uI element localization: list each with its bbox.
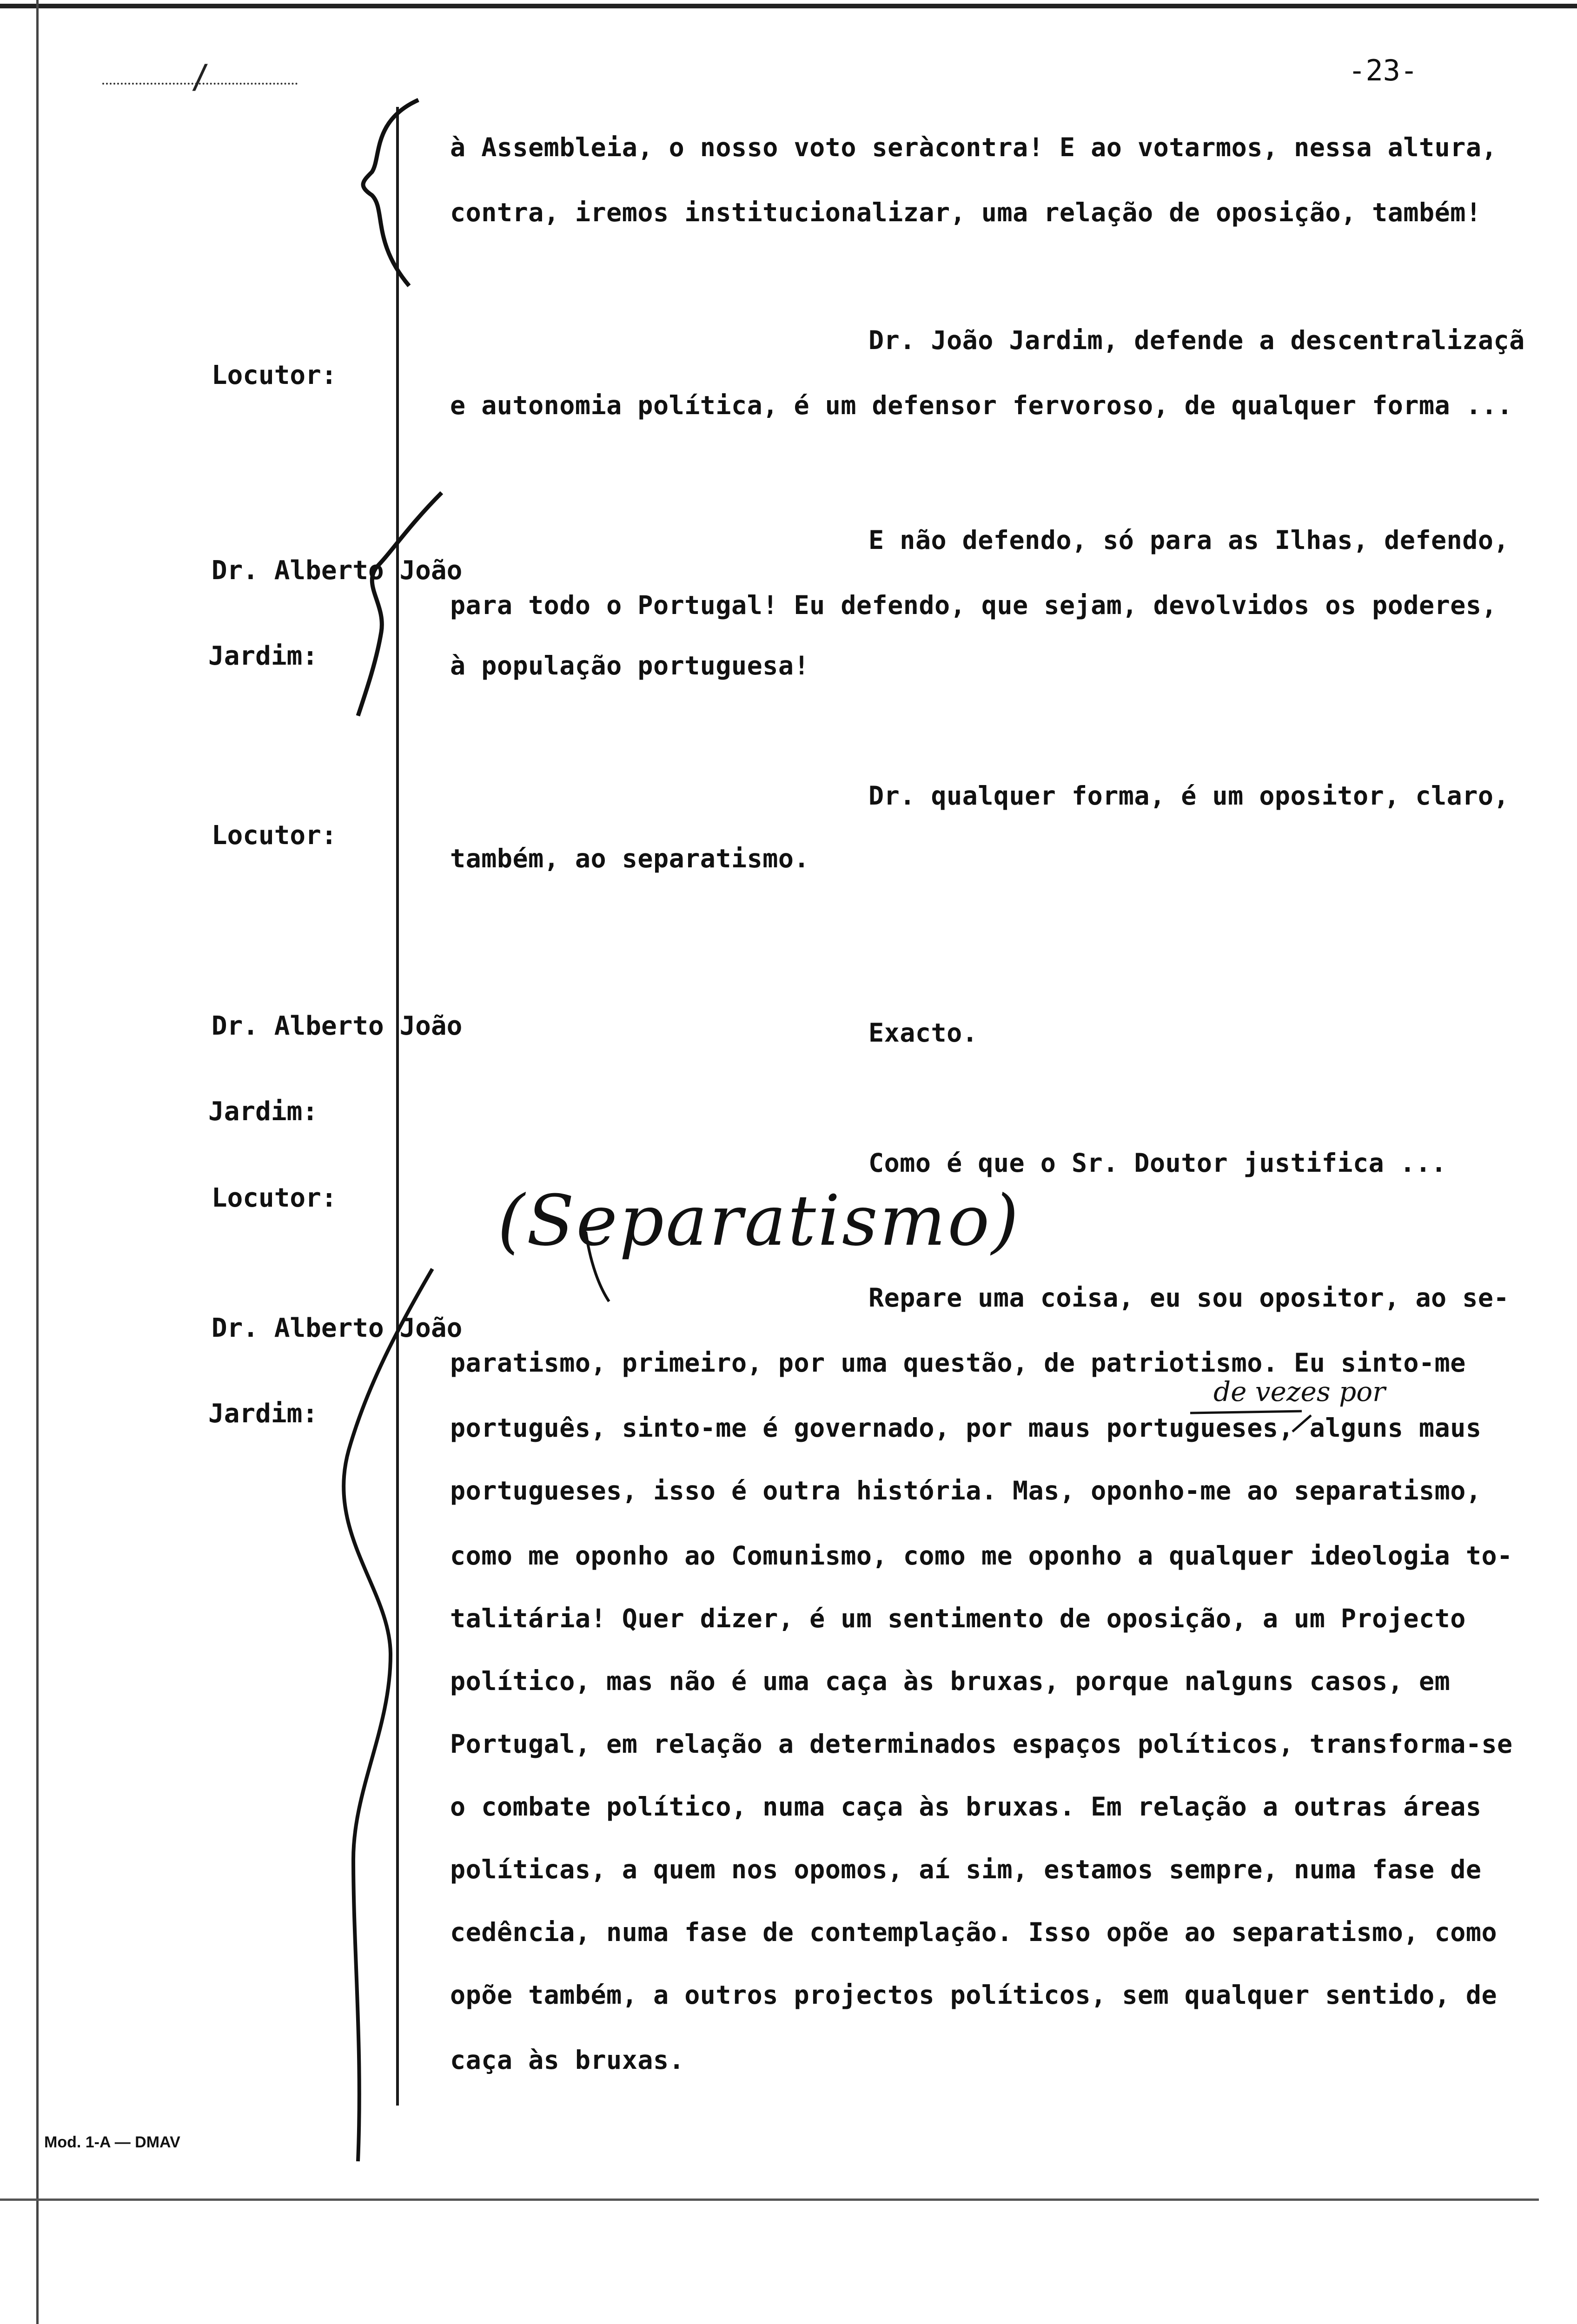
text-line: e autonomia política, é um defensor fervoroso, de qualquer forma ...	[450, 390, 1513, 420]
text-line: o combate político, numa caça às bruxas. Em relação a outras áreas	[450, 1792, 1482, 1822]
speaker-label: Locutor:	[211, 360, 337, 390]
speaker-label: Locutor:	[211, 820, 337, 851]
text-line: para todo o Portugal! Eu defendo, que sejam, devolvidos os poderes,	[450, 590, 1497, 620]
handwritten-insertion: de vezes por	[1213, 1376, 1385, 1407]
text-line: Repare uma coisa, eu sou opositor, ao se-	[868, 1283, 1510, 1313]
text-line: à população portuguesa!	[450, 651, 810, 680]
page-number: -23-	[1348, 53, 1418, 87]
text-line: portugueses, isso é outra história. Mas, oponho-me ao separatismo,	[450, 1476, 1482, 1505]
handwritten-annotation: (Separatismo)	[497, 1181, 1020, 1261]
text-line: político, mas não é uma caça às bruxas, porque nalguns casos, em	[450, 1666, 1451, 1696]
text-line: paratismo, primeiro, por uma questão, de patriotismo. Eu sinto-me	[450, 1348, 1466, 1378]
speaker-name-line1: Dr. Alberto João	[211, 555, 463, 586]
speaker-jardim	[149, 507, 462, 763]
speaker-name-line2: Jardim:	[208, 641, 318, 671]
speaker-jardim	[149, 1264, 462, 1521]
text-line: caça às bruxas.	[450, 2045, 685, 2075]
text-line: Exacto.	[868, 1018, 978, 1048]
speaker-name-line2: Jardim:	[208, 1399, 318, 1429]
text-line: Como é que o Sr. Doutor justifica ...	[868, 1148, 1447, 1178]
text-line: Dr. qualquer forma, é um opositor, claro,	[868, 781, 1510, 811]
speaker-name-line1: Dr. Alberto João	[211, 1313, 463, 1343]
speaker-locutor	[149, 772, 337, 900]
text-line: português, sinto-me é governado, por maus portugueses, alguns maus	[450, 1413, 1482, 1443]
text-line: Portugal, em relação a determinados espaços políticos, transforma-se	[450, 1729, 1513, 1759]
text-line: E não defendo, só para as Ilhas, defendo,	[868, 525, 1510, 555]
text-line: também, ao separatismo.	[450, 844, 810, 873]
margin-bracket-1	[363, 100, 418, 286]
text-line: à Assembleia, o nosso voto seràcontra! E ao votarmos, nessa altura,	[450, 132, 1497, 162]
text-line: cedência, numa fase de contemplação. Isso opõe ao separatismo, como	[450, 1917, 1497, 1947]
form-id: Mod. 1-A — DMAV	[44, 2133, 180, 2151]
text-line: opõe também, a outros projectos políticos, sem qualquer sentido, de	[450, 1980, 1497, 2010]
speaker-locutor	[149, 1134, 337, 1262]
text-line: talitária! Quer dizer, é um sentimento de oposição, a um Projecto	[450, 1604, 1466, 1633]
text-line: contra, iremos institucionalizar, uma relação de oposição, também!	[450, 198, 1482, 227]
speaker-name-line1: Dr. Alberto João	[211, 1011, 463, 1041]
header-mark: /	[191, 58, 211, 96]
speaker-name-line2: Jardim:	[208, 1096, 318, 1127]
speaker-locutor	[149, 311, 337, 440]
text-line: como me oponho ao Comunismo, como me oponho a qualquer ideologia to-	[450, 1541, 1513, 1571]
speaker-label: Locutor:	[211, 1183, 337, 1213]
text-line: políticas, a quem nos opomos, aí sim, estamos sempre, numa fase de	[450, 1855, 1482, 1884]
text-line: Dr. João Jardim, defende a descentralizaçã	[868, 325, 1525, 355]
